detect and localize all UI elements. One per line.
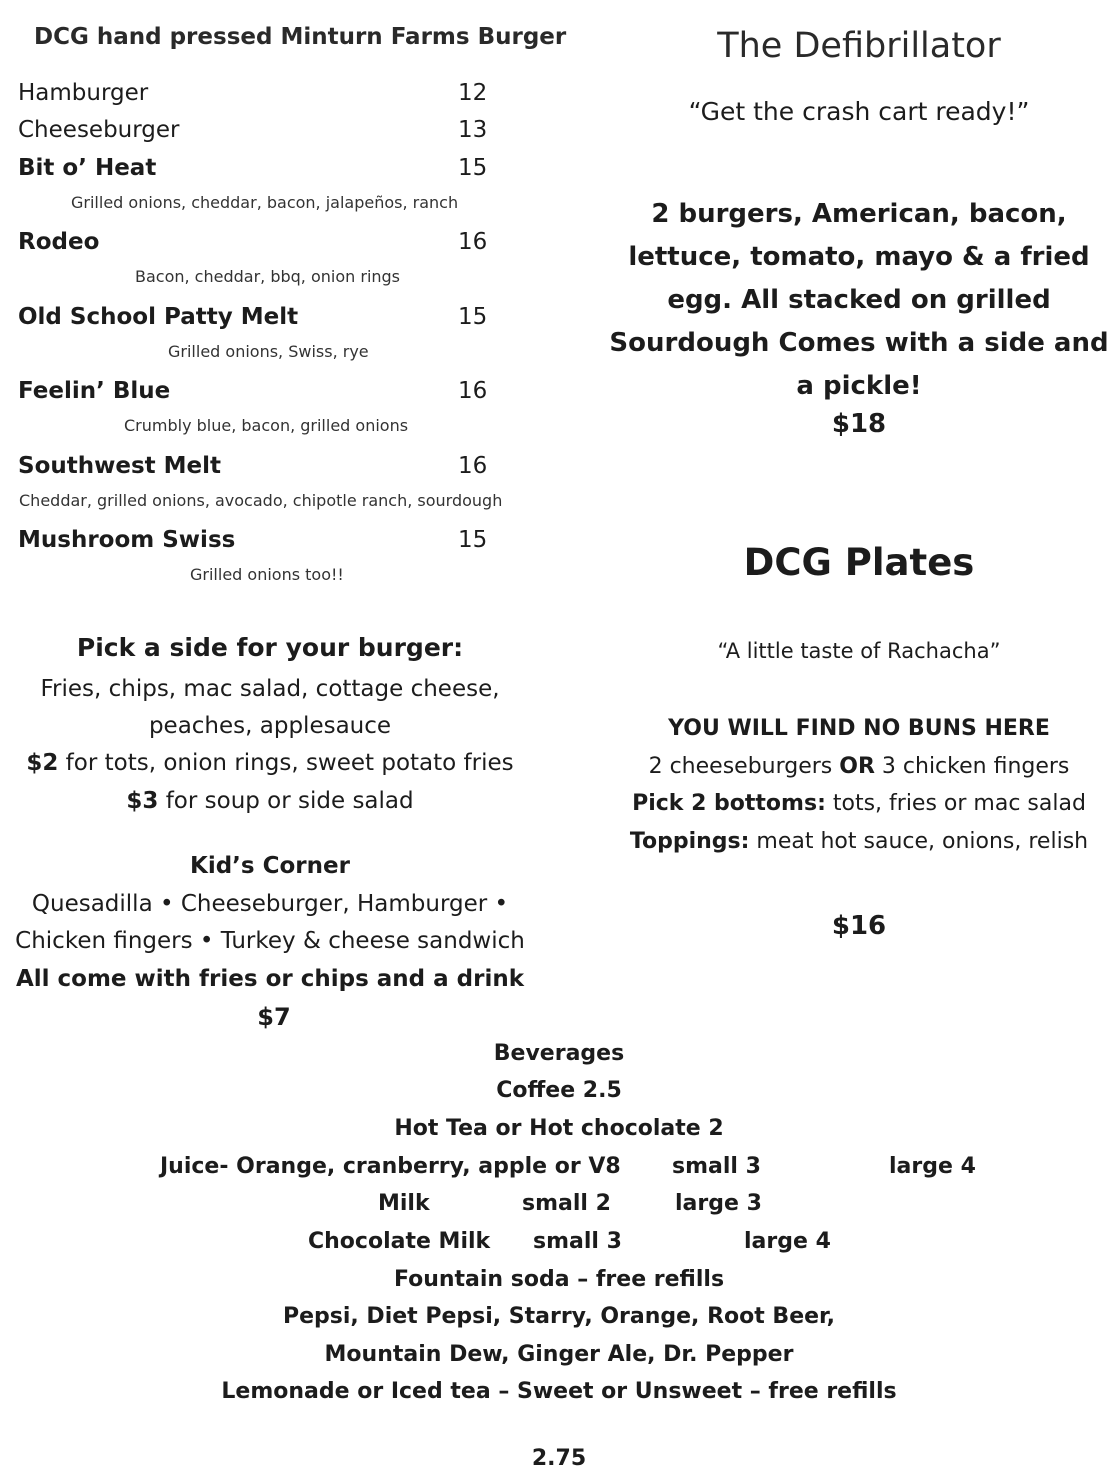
menu-item-name: Rodeo bbox=[18, 229, 100, 255]
menu-item-price: 16 bbox=[458, 378, 488, 404]
defibrillator-title: The Defibrillator bbox=[717, 26, 1001, 66]
beverage-line: Coffee 2.5 bbox=[496, 1078, 622, 1103]
chocolate-milk-small: small 3 bbox=[533, 1229, 622, 1254]
kids-line: Chicken fingers • Turkey & cheese sandwich bbox=[15, 928, 525, 954]
plates-quote: “A little taste of Rachacha” bbox=[717, 639, 1001, 663]
side-upcharge: $2 bbox=[26, 750, 59, 776]
juice-small: small 3 bbox=[672, 1154, 761, 1179]
milk-name: Milk bbox=[378, 1191, 430, 1216]
menu-item-description: Bacon, cheddar, bbq, onion rings bbox=[135, 267, 401, 286]
menu-item-name: Old School Patty Melt bbox=[18, 304, 299, 330]
plates-no-buns: YOU WILL FIND NO BUNS HERE bbox=[668, 716, 1050, 741]
juice-large: large 4 bbox=[889, 1154, 976, 1179]
defibrillator-price: $18 bbox=[831, 409, 887, 439]
beverages-title: Beverages bbox=[493, 1041, 625, 1066]
menu-item-description: Crumbly blue, bacon, grilled onions bbox=[124, 416, 409, 435]
menu-item-price: 15 bbox=[458, 527, 488, 553]
plates-line bbox=[600, 754, 1118, 779]
sides-line bbox=[0, 750, 540, 776]
side-upcharge: $3 bbox=[126, 788, 159, 814]
side-upcharge-text: for tots, onion rings, sweet potato fries bbox=[58, 750, 514, 776]
plates-label: Pick 2 bottoms: bbox=[632, 791, 826, 816]
menu-item-price: 16 bbox=[458, 453, 488, 479]
menu-item-name: Southwest Melt bbox=[18, 453, 222, 479]
kids-line: Quesadilla • Cheeseburger, Hamburger • bbox=[31, 891, 509, 917]
beverage-line: Pepsi, Diet Pepsi, Starry, Orange, Root Beer, bbox=[282, 1304, 836, 1329]
defibrillator-description: 2 burgers, American, bacon, lettuce, tomato, mayo & a fried egg. All stacked on grilled Sourdough Comes with a side and a pickle! bbox=[609, 199, 1109, 401]
menu-item-price: 15 bbox=[458, 155, 488, 181]
sides-line: peaches, applesauce bbox=[148, 713, 392, 739]
menu-item-price: 13 bbox=[458, 117, 488, 143]
menu-item-name: Bit o’ Heat bbox=[18, 155, 157, 181]
defibrillator-quote: “Get the crash cart ready!” bbox=[688, 97, 1030, 126]
plates-text: 2 cheeseburgers bbox=[648, 754, 840, 779]
beverage-line: Fountain soda – free refills bbox=[393, 1267, 725, 1292]
plates-price: $16 bbox=[831, 911, 887, 941]
kids-title: Kid’s Corner bbox=[190, 853, 350, 879]
menu-item-price: 12 bbox=[458, 80, 488, 106]
menu-item-name: Mushroom Swiss bbox=[18, 527, 236, 553]
menu-item-price: 16 bbox=[458, 229, 488, 255]
plates-label: Toppings: bbox=[629, 829, 750, 854]
sides-line: Fries, chips, mac salad, cottage cheese, bbox=[40, 676, 500, 702]
menu-item-description: Grilled onions too!! bbox=[190, 565, 344, 584]
menu-item-description: Grilled onions, cheddar, bacon, jalapeños, ranch bbox=[71, 193, 459, 212]
menu-item-name: Cheeseburger bbox=[18, 117, 180, 143]
beverage-line: Hot Tea or Hot chocolate 2 bbox=[394, 1116, 724, 1141]
plates-line bbox=[600, 829, 1118, 854]
sides-line bbox=[0, 788, 540, 814]
plates-title: DCG Plates bbox=[743, 541, 975, 584]
beverage-price: 2.75 bbox=[531, 1446, 587, 1471]
beverage-line: Lemonade or Iced tea – Sweet or Unsweet – free refills bbox=[221, 1379, 897, 1404]
menu-item-name: Feelin’ Blue bbox=[18, 378, 171, 404]
burger-section-title: DCG hand pressed Minturn Farms Burger bbox=[34, 24, 567, 50]
chocolate-milk-name: Chocolate Milk bbox=[308, 1229, 491, 1254]
plates-text: meat hot sauce, onions, relish bbox=[749, 829, 1089, 854]
menu-item-description: Grilled onions, Swiss, rye bbox=[168, 342, 369, 361]
menu-item-price: 15 bbox=[458, 304, 488, 330]
sides-title: Pick a side for your burger: bbox=[76, 633, 464, 662]
menu-item-name: Hamburger bbox=[18, 80, 149, 106]
chocolate-milk-large: large 4 bbox=[744, 1229, 831, 1254]
plates-text: 3 chicken fingers bbox=[874, 754, 1070, 779]
milk-large: large 3 bbox=[675, 1191, 762, 1216]
side-upcharge-text: for soup or side salad bbox=[158, 788, 414, 814]
plates-line bbox=[600, 791, 1118, 816]
plates-or: OR bbox=[839, 754, 875, 779]
menu-item-description: Cheddar, grilled onions, avocado, chipotle ranch, sourdough bbox=[19, 491, 503, 510]
juice-name: Juice- Orange, cranberry, apple or V8 bbox=[160, 1154, 621, 1179]
plates-text: tots, fries or mac salad bbox=[825, 791, 1086, 816]
kids-line: All come with fries or chips and a drink bbox=[15, 966, 525, 992]
milk-small: small 2 bbox=[522, 1191, 611, 1216]
kids-price: $7 bbox=[257, 1003, 291, 1031]
beverage-line: Mountain Dew, Ginger Ale, Dr. Pepper bbox=[324, 1342, 794, 1367]
